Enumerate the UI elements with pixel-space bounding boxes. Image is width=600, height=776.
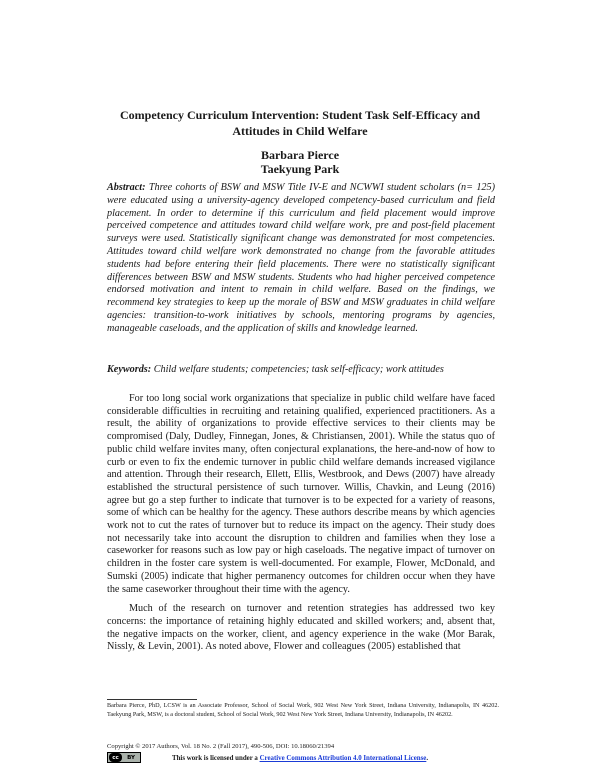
body-paragraph: Much of the research on turnover and retention strategies has addressed two key concerns: the importance of retaining highly educated and skilled workers; and, absent that, the negative impacts on the worker, client, and agency experience in the wake (Mor Barak, Nissly, & Levin, 2001). As noted above, Flower and colleagues (2005) established that — [107, 603, 495, 653]
article-body — [107, 393, 495, 661]
abstract-label: Abstract: — [107, 182, 146, 193]
license-statement — [172, 754, 502, 763]
body-paragraph: For too long social work organizations that specialize in public child welfare have faced considerable difficulties in recruiting and retaining qualified, experienced practitioners. As a result, the ability of organizations to provide effective services to their clients may be compromised (Daly, Dudley, Finnegan, Jones, & Christiansen, 2001). While the status quo of public child welfare invites many, often conjectural explanations, the here-and-now of how to curb or even to fix the endemic turnover in public child welfare demands increased vigilance and attention. Through their research, Ellett, Ellis, Westbrook, and Dews (2007) have already established the structural persistence of such turnover. Willis, Chavkin, and Leung (2016) agree but go a step further to indicate that turnover is to be expected for a variety of reasons, some of which can be healthy for the agency. These authors describe means by which agencies work not to cut the rates of turnover but to reduce its impact on the agency. Their study does not necessarily take into account the disruption to children and families when they lose a caseworker for reasons such as low pay or high caseloads. The negative impact of turnover on children in the foster care system is well-documented. For example, Flower, McDonald, and Sumski (2005) indicate that higher permanency outcomes for children occur when they have the same caseworker throughout their time with the agency. — [107, 393, 495, 595]
author-name: Taekyung Park — [260, 162, 340, 176]
footnote-divider — [107, 699, 197, 700]
abstract — [107, 182, 495, 336]
license-prefix: This work is licensed under a — [172, 755, 260, 762]
copyright-line: Copyright © 2017 Authors, Vol. 18 No. 2 (Fall 2017), 490-506, DOI: 10.18060/21394 — [107, 743, 335, 750]
cc-logo-icon: cc — [109, 753, 122, 762]
abstract-text: Three cohorts of BSW and MSW Title IV-E and NCWWI student scholars (n= 125) were educated using a university-agency developed competency-based curriculum and field placement. In order to determine if this curriculum and field placement would improve perceived competence and attitudes toward child welfare work, pre and post-field placement surveys were used. Statistically significant change was demonstrated for most competencies. Attitudes toward child welfare work demonstrated no change from the favorable attitudes students had before entering their field placements. There were no statistically significant differences between BSW and MSW students. Students who had higher perceived competence endorsed motivation and intent to remain in child welfare. Based on the findings, we recommend key strategies to keep up the morale of BSW and MSW graduates in child welfare agencies: transition-to-work initiatives by schools, mentoring programs by agencies, manageable caseloads, and the application of skills and knowledge learned. — [107, 182, 495, 334]
title-line-1: Competency Curriculum Intervention: Student Task Self-Efficacy and — [119, 108, 480, 122]
author-list — [100, 148, 500, 176]
keywords — [107, 363, 495, 376]
license-link[interactable]: Creative Commons Attribution 4.0 International License — [259, 755, 427, 762]
keywords-label: Keywords: — [107, 364, 152, 375]
cc-by-icon: BY — [127, 754, 135, 761]
author-footnote: Barbara Pierce, PhD, LCSW is an Associate Professor, School of Social Work, 902 West New York Street, Indiana University, Indianapolis, IN 46202. Taekyung Park, MSW, is a doctoral student, School of Social Work, 902 West New York Street, Indiana University, Indianapolis, IN 46202. — [107, 702, 499, 718]
keywords-text: Child welfare students; competencies; task self-efficacy; work attitudes — [151, 364, 444, 375]
title-line-2: Attitudes in Child Welfare — [232, 124, 368, 138]
author-name: Barbara Pierce — [260, 148, 340, 162]
article-title — [100, 107, 500, 139]
license-suffix: . — [426, 755, 429, 762]
creative-commons-icon[interactable] — [107, 752, 141, 763]
